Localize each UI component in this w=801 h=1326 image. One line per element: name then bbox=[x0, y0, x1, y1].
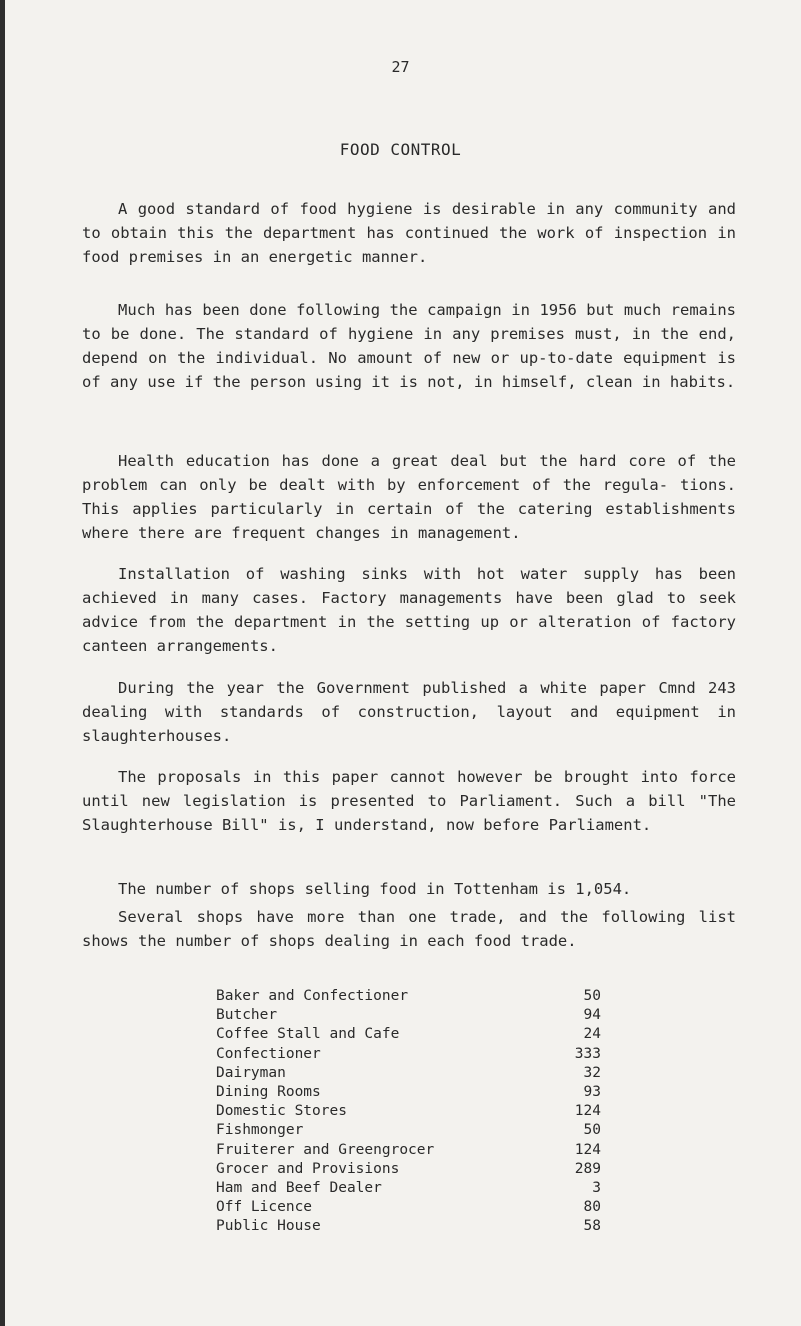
trade-count: 50 bbox=[583, 988, 601, 1004]
trade-name: Public House bbox=[216, 1218, 321, 1235]
paragraph-campaign: Much has been done following the campaign in 1956 but much remains to be done. The standard of hygiene in any premises must, in the end, depend on the individual. No amount of new or up-to-date equipment is of any use if the person using it is not, in himself, clean in habits. bbox=[82, 301, 736, 391]
trade-count: 32 bbox=[583, 1064, 601, 1081]
paragraph-health-education: Health education has done a great deal but the hard core of the problem can only be dealt with by enforcement of the regula- tions. This applies particularly in certain of the catering establishments where there are frequent changes in management. bbox=[82, 452, 736, 542]
paragraph-proposals: The proposals in this paper cannot however be brought into force until new legislation is presented to Parliament. Such a bill "The Slaughterhouse Bill" is, I understand, now before Parliament. bbox=[82, 768, 736, 834]
table-row bbox=[216, 1179, 601, 1198]
table-row bbox=[216, 1121, 601, 1140]
trade-table bbox=[216, 987, 601, 1237]
trade-count: 333 bbox=[574, 1045, 601, 1062]
trade-count: 289 bbox=[574, 1160, 601, 1177]
trade-name: Grocer and Provisions bbox=[216, 1160, 400, 1177]
paragraph-trade-list-intro: Several shops have more than one trade, and the following list shows the number of shops dealing in each food trade. bbox=[82, 908, 736, 950]
paragraph-food-hygiene: A good standard of food hygiene is desirable in any community and to obtain this the department has continued the work of inspection in food premises in an energetic manner. bbox=[82, 200, 736, 266]
trade-count: 94 bbox=[583, 1007, 601, 1024]
trade-count: 80 bbox=[583, 1199, 601, 1216]
trade-name: Dairyman bbox=[216, 1064, 286, 1081]
trade-count: 24 bbox=[583, 1026, 601, 1043]
trade-name: Confectioner bbox=[216, 1045, 321, 1062]
trade-count: 3 bbox=[592, 1180, 601, 1197]
paragraph-shop-count: The number of shops selling food in Tottenham is 1,054. bbox=[118, 880, 632, 898]
table-row bbox=[216, 1102, 601, 1121]
trade-name: Domestic Stores bbox=[216, 1103, 347, 1120]
table-row bbox=[216, 1064, 601, 1083]
table-row bbox=[216, 1025, 601, 1044]
table-row bbox=[216, 1045, 601, 1064]
table-row bbox=[216, 1160, 601, 1179]
trade-name: Ham and Beef Dealer bbox=[216, 1180, 382, 1197]
trade-name: Fruiterer and Greengrocer bbox=[216, 1141, 435, 1158]
trade-name: Baker and Confectioner bbox=[216, 988, 409, 1004]
trade-name: Fishmonger bbox=[216, 1122, 304, 1139]
paragraph-washing-sinks: Installation of washing sinks with hot water supply has been achieved in many cases. Factory managements have been glad to seek advice from the department in the setting up or alteration of factory canteen arrangements. bbox=[82, 565, 736, 655]
trade-count: 93 bbox=[583, 1084, 601, 1101]
table-row bbox=[216, 1141, 601, 1160]
table-row bbox=[216, 1217, 601, 1236]
page-edge-shadow bbox=[0, 0, 5, 1326]
table-row bbox=[216, 1198, 601, 1217]
paragraph-white-paper: During the year the Government published a white paper Cmnd 243 dealing with standards of construction, layout and equipment in slaughterhouses. bbox=[82, 679, 736, 745]
table-row bbox=[216, 1083, 601, 1102]
trade-name: Coffee Stall and Cafe bbox=[216, 1026, 400, 1043]
trade-count: 50 bbox=[583, 1122, 601, 1139]
table-row bbox=[216, 987, 601, 1006]
trade-count: 124 bbox=[574, 1103, 601, 1120]
page-title: FOOD CONTROL bbox=[339, 140, 462, 159]
trade-name: Off Licence bbox=[216, 1199, 313, 1216]
table-row bbox=[216, 1006, 601, 1025]
page-number: 27 bbox=[391, 58, 410, 76]
trade-count: 124 bbox=[574, 1141, 601, 1158]
trade-name: Butcher bbox=[216, 1007, 278, 1024]
trade-count: 58 bbox=[583, 1218, 601, 1235]
trade-name: Dining Rooms bbox=[216, 1084, 321, 1101]
